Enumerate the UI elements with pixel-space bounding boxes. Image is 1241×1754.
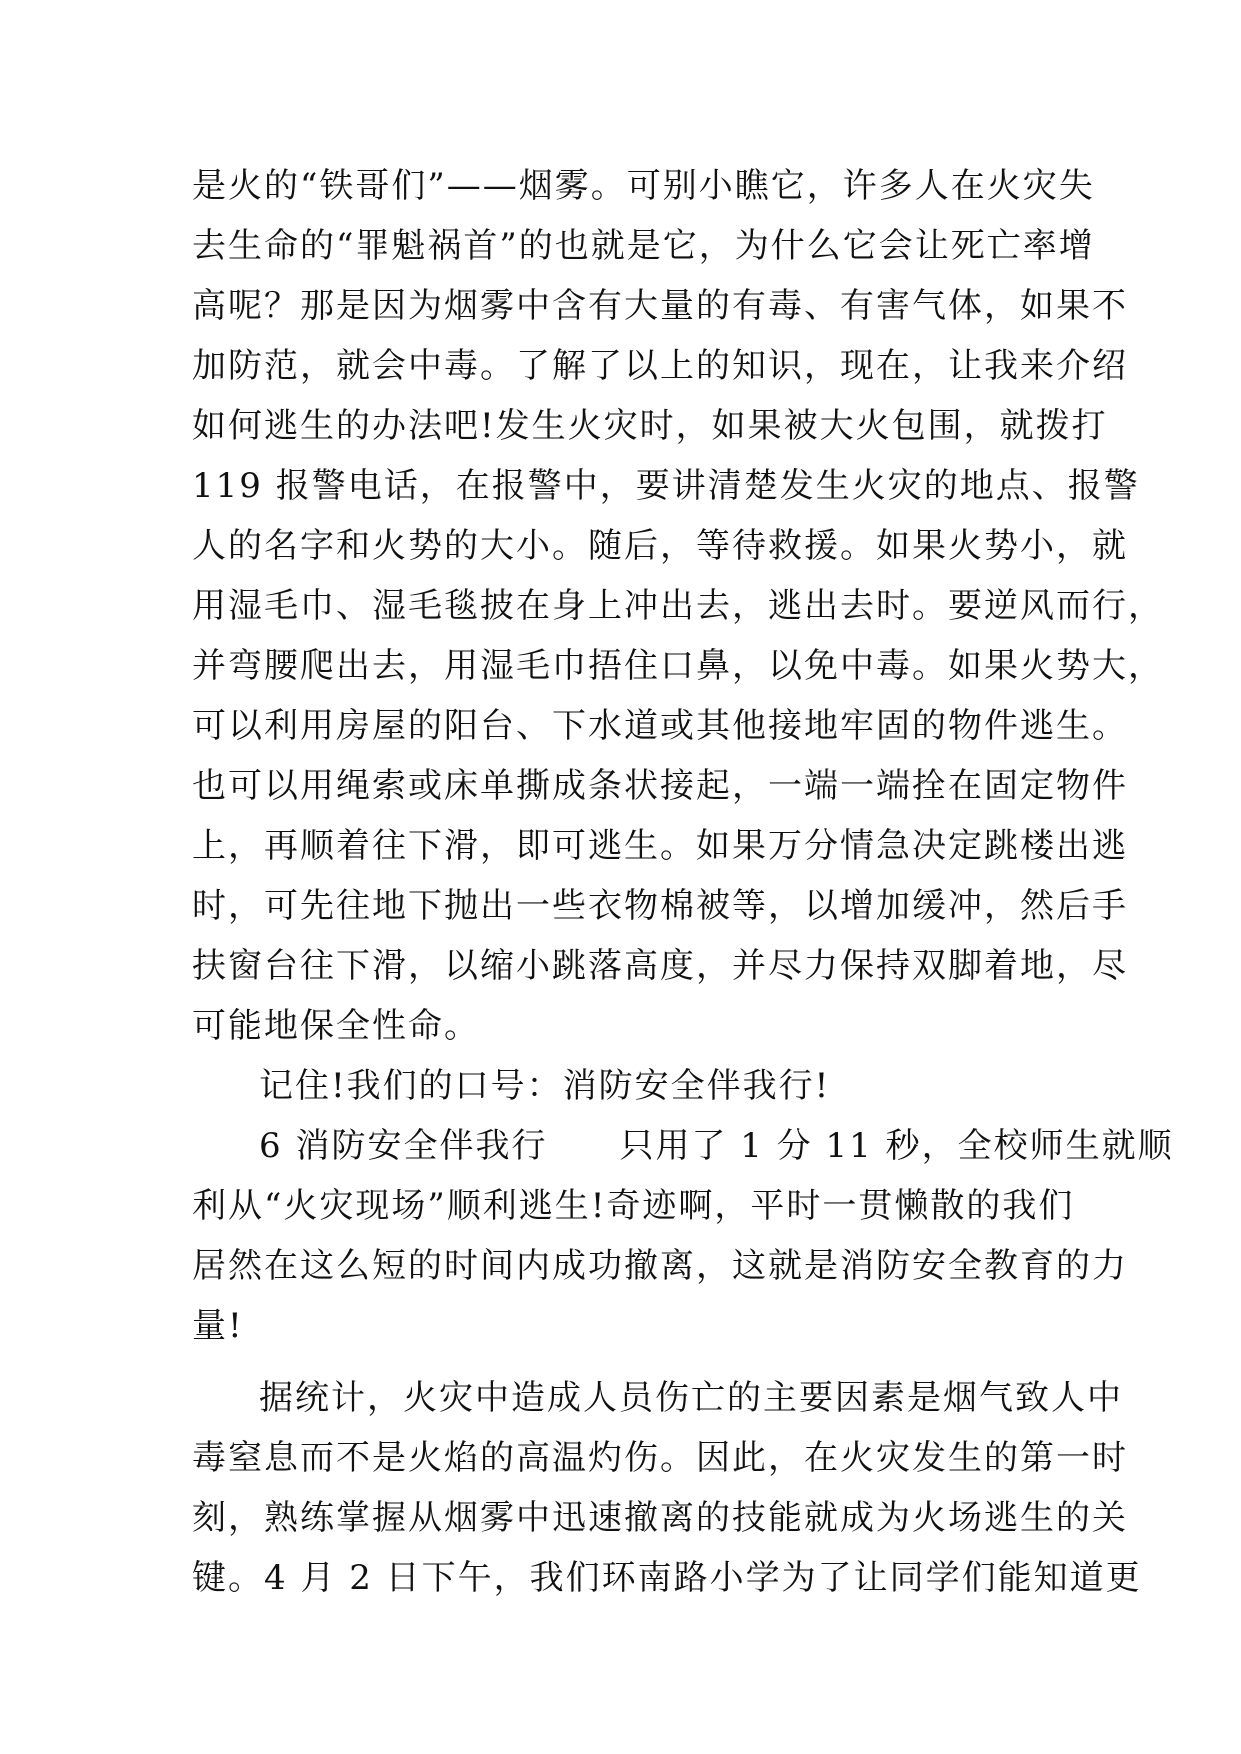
text-line-1: 是火的“铁哥们”——烟雾。可别小瞧它，许多人在火灾失 bbox=[192, 166, 1095, 206]
text-line-15: 可能地保全性命。 bbox=[192, 1006, 480, 1046]
text-line-5: 如何逃生的办法吧!发生火灾时，如果被大火包围，就拨打 bbox=[192, 406, 1108, 446]
text-line-19: 居然在这么短的时间内成功撤离，这就是消防安全教育的力 bbox=[192, 1246, 1128, 1286]
text-line-6: 119 报警电话，在报警中，要讲清楚发生火灾的地点、报警 bbox=[192, 466, 1140, 506]
slogan-line: 记住!我们的口号：消防安全伴我行! bbox=[259, 1066, 831, 1106]
text-line-2: 去生命的“罪魁祸首”的也就是它，为什么它会让死亡率增 bbox=[192, 226, 1095, 266]
text-line-22: 毒窒息而不是火焰的高温灼伤。因此，在火灾发生的第一时 bbox=[192, 1438, 1128, 1478]
text-line-11: 也可以用绳索或床单撕成条状接起，一端一端拴在固定物件 bbox=[192, 766, 1128, 806]
section-heading-line: 6 消防安全伴我行 只用了 1 分 11 秒，全校师生就顺 bbox=[259, 1126, 1174, 1166]
text-line-9: 并弯腰爬出去，用湿毛巾捂住口鼻，以免中毒。如果火势大， bbox=[192, 646, 1164, 686]
text-line-12: 上，再顺着往下滑，即可逃生。如果万分情急决定跳楼出逃 bbox=[192, 826, 1128, 866]
text-line-23: 刻，熟练掌握从烟雾中迅速撤离的技能就成为火场逃生的关 bbox=[192, 1498, 1128, 1538]
text-line-7: 人的名字和火势的大小。随后，等待救援。如果火势小，就 bbox=[192, 526, 1128, 566]
text-line-13: 时，可先往地下抛出一些衣物棉被等，以增加缓冲，然后手 bbox=[192, 886, 1128, 926]
text-line-3: 高呢？那是因为烟雾中含有大量的有毒、有害气体，如果不 bbox=[192, 286, 1128, 326]
text-line-18: 利从“火灾现场”顺利逃生!奇迹啊，平时一贯懒散的我们 bbox=[192, 1186, 1075, 1226]
text-line-20: 量! bbox=[192, 1306, 244, 1346]
paragraph-gap bbox=[192, 1356, 1072, 1368]
text-line-4: 加防范，就会中毒。了解了以上的知识，现在，让我来介绍 bbox=[192, 346, 1128, 386]
text-line-24: 键。4 月 2 日下午，我们环南路小学为了让同学们能知道更 bbox=[192, 1558, 1142, 1598]
body-text bbox=[192, 156, 1174, 1608]
text-line-8: 用湿毛巾、湿毛毯披在身上冲出去，逃出去时。要逆风而行， bbox=[192, 586, 1164, 626]
text-line-14: 扶窗台往下滑，以缩小跳落高度，并尽力保持双脚着地，尽 bbox=[192, 946, 1128, 986]
text-line-10: 可以利用房屋的阳台、下水道或其他接地牢固的物件逃生。 bbox=[192, 706, 1128, 746]
text-line-21: 据统计，火灾中造成人员伤亡的主要因素是烟气致人中 bbox=[259, 1378, 1123, 1418]
